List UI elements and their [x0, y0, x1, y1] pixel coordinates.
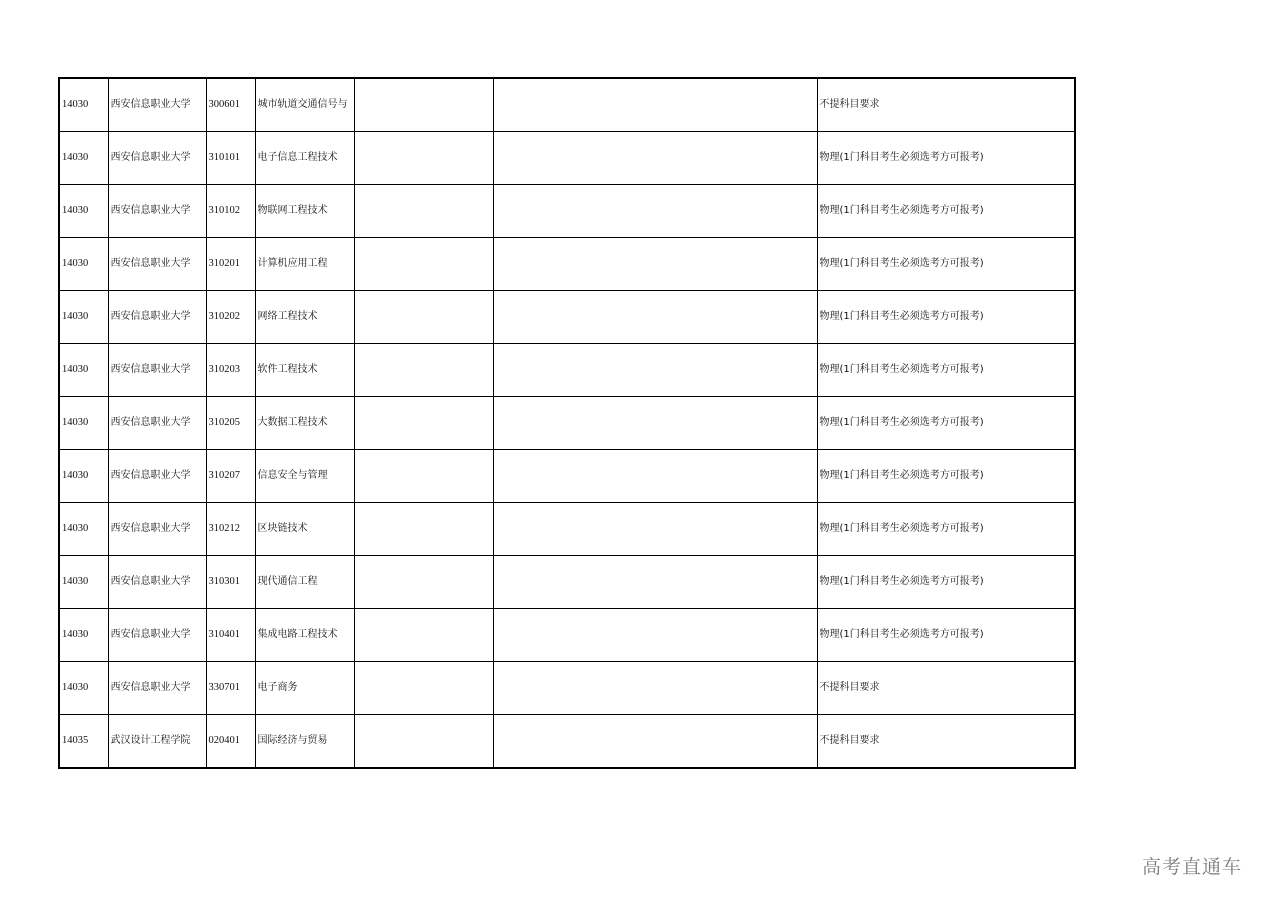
major-code-cell: 330701 [206, 662, 255, 715]
table-row [59, 397, 1075, 450]
empty-cell [493, 132, 817, 185]
school-code-cell: 14030 [59, 609, 108, 662]
table-body [59, 78, 1075, 768]
empty-cell [354, 450, 493, 503]
school-name-cell: 西安信息职业大学 [108, 78, 206, 132]
school-name-cell: 西安信息职业大学 [108, 291, 206, 344]
empty-cell [354, 715, 493, 769]
major-code-cell: 020401 [206, 715, 255, 769]
major-name-cell: 信息安全与管理 [255, 450, 354, 503]
school-code-cell: 14035 [59, 715, 108, 769]
school-name-cell: 武汉设计工程学院 [108, 715, 206, 769]
empty-cell [493, 238, 817, 291]
school-code-cell: 14030 [59, 185, 108, 238]
table-row [59, 503, 1075, 556]
subject-requirement-cell: 物理(1门科目考生必须选考方可报考) [817, 291, 1075, 344]
school-name-cell: 西安信息职业大学 [108, 132, 206, 185]
subject-requirement-cell: 物理(1门科目考生必须选考方可报考) [817, 556, 1075, 609]
school-code-cell: 14030 [59, 238, 108, 291]
major-code-cell: 310201 [206, 238, 255, 291]
subject-requirement-cell: 不提科目要求 [817, 662, 1075, 715]
empty-cell [354, 503, 493, 556]
major-name-cell: 网络工程技术 [255, 291, 354, 344]
major-requirements-table [58, 77, 1076, 769]
school-code-cell: 14030 [59, 556, 108, 609]
empty-cell [354, 291, 493, 344]
school-code-cell: 14030 [59, 397, 108, 450]
subject-requirement-cell: 物理(1门科目考生必须选考方可报考) [817, 238, 1075, 291]
empty-cell [493, 185, 817, 238]
table-row [59, 662, 1075, 715]
empty-cell [354, 78, 493, 132]
subject-requirement-cell: 不提科目要求 [817, 715, 1075, 769]
subject-requirement-cell: 物理(1门科目考生必须选考方可报考) [817, 397, 1075, 450]
major-code-cell: 310202 [206, 291, 255, 344]
table-row [59, 609, 1075, 662]
empty-cell [493, 344, 817, 397]
subject-requirement-cell: 不提科目要求 [817, 78, 1075, 132]
major-name-cell: 区块链技术 [255, 503, 354, 556]
empty-cell [493, 78, 817, 132]
table-row [59, 715, 1075, 769]
major-name-cell: 电子商务 [255, 662, 354, 715]
empty-cell [493, 715, 817, 769]
empty-cell [493, 556, 817, 609]
major-name-cell: 计算机应用工程 [255, 238, 354, 291]
major-name-cell: 电子信息工程技术 [255, 132, 354, 185]
school-code-cell: 14030 [59, 662, 108, 715]
major-name-cell: 大数据工程技术 [255, 397, 354, 450]
school-name-cell: 西安信息职业大学 [108, 450, 206, 503]
major-code-cell: 300601 [206, 78, 255, 132]
empty-cell [493, 397, 817, 450]
major-code-cell: 310212 [206, 503, 255, 556]
major-name-cell: 软件工程技术 [255, 344, 354, 397]
major-code-cell: 310203 [206, 344, 255, 397]
school-code-cell: 14030 [59, 78, 108, 132]
empty-cell [354, 556, 493, 609]
subject-requirement-cell: 物理(1门科目考生必须选考方可报考) [817, 344, 1075, 397]
school-code-cell: 14030 [59, 291, 108, 344]
empty-cell [354, 609, 493, 662]
watermark-text: 高考直通车 [1142, 856, 1243, 878]
school-name-cell: 西安信息职业大学 [108, 609, 206, 662]
empty-cell [493, 291, 817, 344]
school-name-cell: 西安信息职业大学 [108, 397, 206, 450]
empty-cell [354, 238, 493, 291]
table-row [59, 78, 1075, 132]
major-code-cell: 310401 [206, 609, 255, 662]
major-name-cell: 国际经济与贸易 [255, 715, 354, 769]
major-name-cell: 城市轨道交通信号与 [255, 78, 354, 132]
major-code-cell: 310101 [206, 132, 255, 185]
major-name-cell: 物联网工程技术 [255, 185, 354, 238]
major-code-cell: 310205 [206, 397, 255, 450]
major-code-cell: 310301 [206, 556, 255, 609]
empty-cell [354, 132, 493, 185]
major-name-cell: 现代通信工程 [255, 556, 354, 609]
empty-cell [354, 185, 493, 238]
empty-cell [354, 662, 493, 715]
school-code-cell: 14030 [59, 132, 108, 185]
school-name-cell: 西安信息职业大学 [108, 556, 206, 609]
table-row [59, 450, 1075, 503]
empty-cell [493, 662, 817, 715]
school-name-cell: 西安信息职业大学 [108, 185, 206, 238]
school-name-cell: 西安信息职业大学 [108, 503, 206, 556]
table-row [59, 344, 1075, 397]
school-name-cell: 西安信息职业大学 [108, 238, 206, 291]
subject-requirement-cell: 物理(1门科目考生必须选考方可报考) [817, 609, 1075, 662]
subject-requirement-cell: 物理(1门科目考生必须选考方可报考) [817, 132, 1075, 185]
school-code-cell: 14030 [59, 344, 108, 397]
table-row [59, 291, 1075, 344]
major-name-cell: 集成电路工程技术 [255, 609, 354, 662]
school-name-cell: 西安信息职业大学 [108, 344, 206, 397]
empty-cell [354, 344, 493, 397]
school-code-cell: 14030 [59, 450, 108, 503]
major-code-cell: 310102 [206, 185, 255, 238]
table-row [59, 556, 1075, 609]
school-code-cell: 14030 [59, 503, 108, 556]
major-code-cell: 310207 [206, 450, 255, 503]
table-row [59, 185, 1075, 238]
empty-cell [493, 450, 817, 503]
empty-cell [493, 609, 817, 662]
school-name-cell: 西安信息职业大学 [108, 662, 206, 715]
table-row [59, 132, 1075, 185]
subject-requirement-cell: 物理(1门科目考生必须选考方可报考) [817, 503, 1075, 556]
empty-cell [493, 503, 817, 556]
table-row [59, 238, 1075, 291]
subject-requirement-cell: 物理(1门科目考生必须选考方可报考) [817, 185, 1075, 238]
subject-requirement-cell: 物理(1门科目考生必须选考方可报考) [817, 450, 1075, 503]
empty-cell [354, 397, 493, 450]
